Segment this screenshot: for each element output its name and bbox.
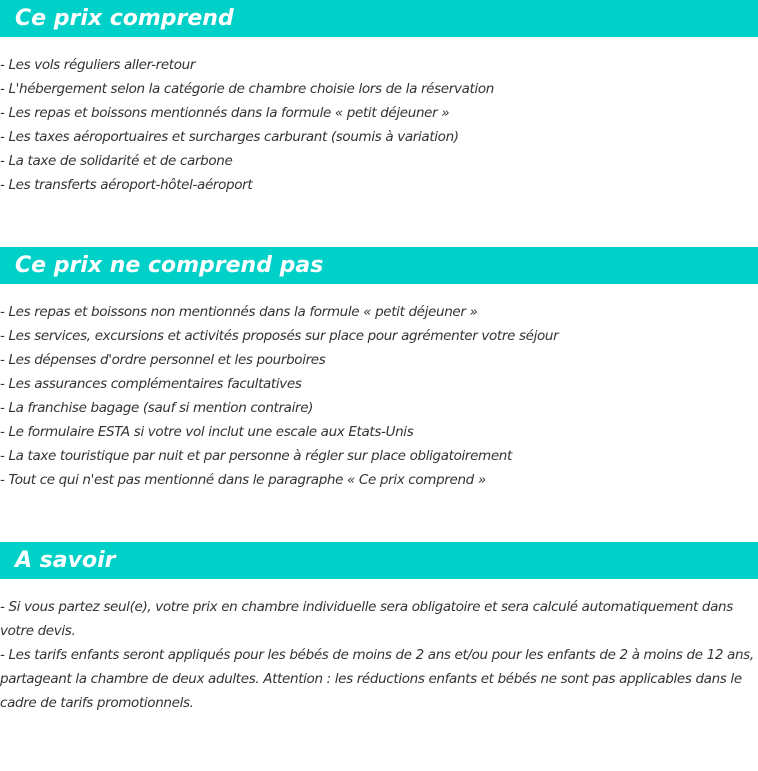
list-item: - Les vols réguliers aller-retour (0, 57, 196, 73)
list-item: - L'hébergement selon la catégorie de chambre choisie lors de la réservation (0, 81, 494, 97)
list-item: - Les tarifs enfants seront appliqués pour les bébés de moins de 2 ans et/ou pour les enfants de 2 à moins de 12 ans, partageant la chambre de deux adultes. Attention : les réductions enfants et bébés ne sont pas applicables dans le cadre de tarifs promotionnels. (0, 647, 754, 711)
not-included-list (0, 300, 756, 492)
list-item: - Si vous partez seul(e), votre prix en chambre individuelle sera obligatoire et sera calculé automatiquement dans votre devis. (0, 599, 733, 639)
list-item: - Les transferts aéroport-hôtel-aéroport (0, 177, 253, 193)
list-item: - Les assurances complémentaires facultatives (0, 376, 302, 392)
list-item: - Les services, excursions et activités proposés sur place pour agrémenter votre séjour (0, 328, 559, 344)
list-item: - Les repas et boissons non mentionnés dans la formule « petit déjeuner » (0, 304, 478, 320)
section-header-good-to-know (0, 542, 758, 579)
list-item: - La taxe touristique par nuit et par personne à régler sur place obligatoirement (0, 448, 512, 464)
list-item: - Tout ce qui n'est pas mentionné dans le paragraphe « Ce prix comprend » (0, 472, 486, 488)
list-item: - Les taxes aéroportuaires et surcharges carburant (soumis à variation) (0, 129, 459, 145)
good-to-know-list (0, 595, 756, 715)
section-title: Ce prix comprend (15, 6, 234, 31)
section-header-not-included (0, 247, 758, 284)
list-item: - La taxe de solidarité et de carbone (0, 153, 233, 169)
included-list (0, 53, 756, 197)
list-item: - Les repas et boissons mentionnés dans la formule « petit déjeuner » (0, 105, 450, 121)
list-item: - Le formulaire ESTA si votre vol inclut une escale aux Etats-Unis (0, 424, 414, 440)
list-item: - Les dépenses d'ordre personnel et les pourboires (0, 352, 326, 368)
section-title: Ce prix ne comprend pas (15, 253, 324, 278)
section-title: A savoir (15, 548, 116, 573)
section-header-included (0, 0, 758, 37)
list-item: - La franchise bagage (sauf si mention contraire) (0, 400, 314, 416)
